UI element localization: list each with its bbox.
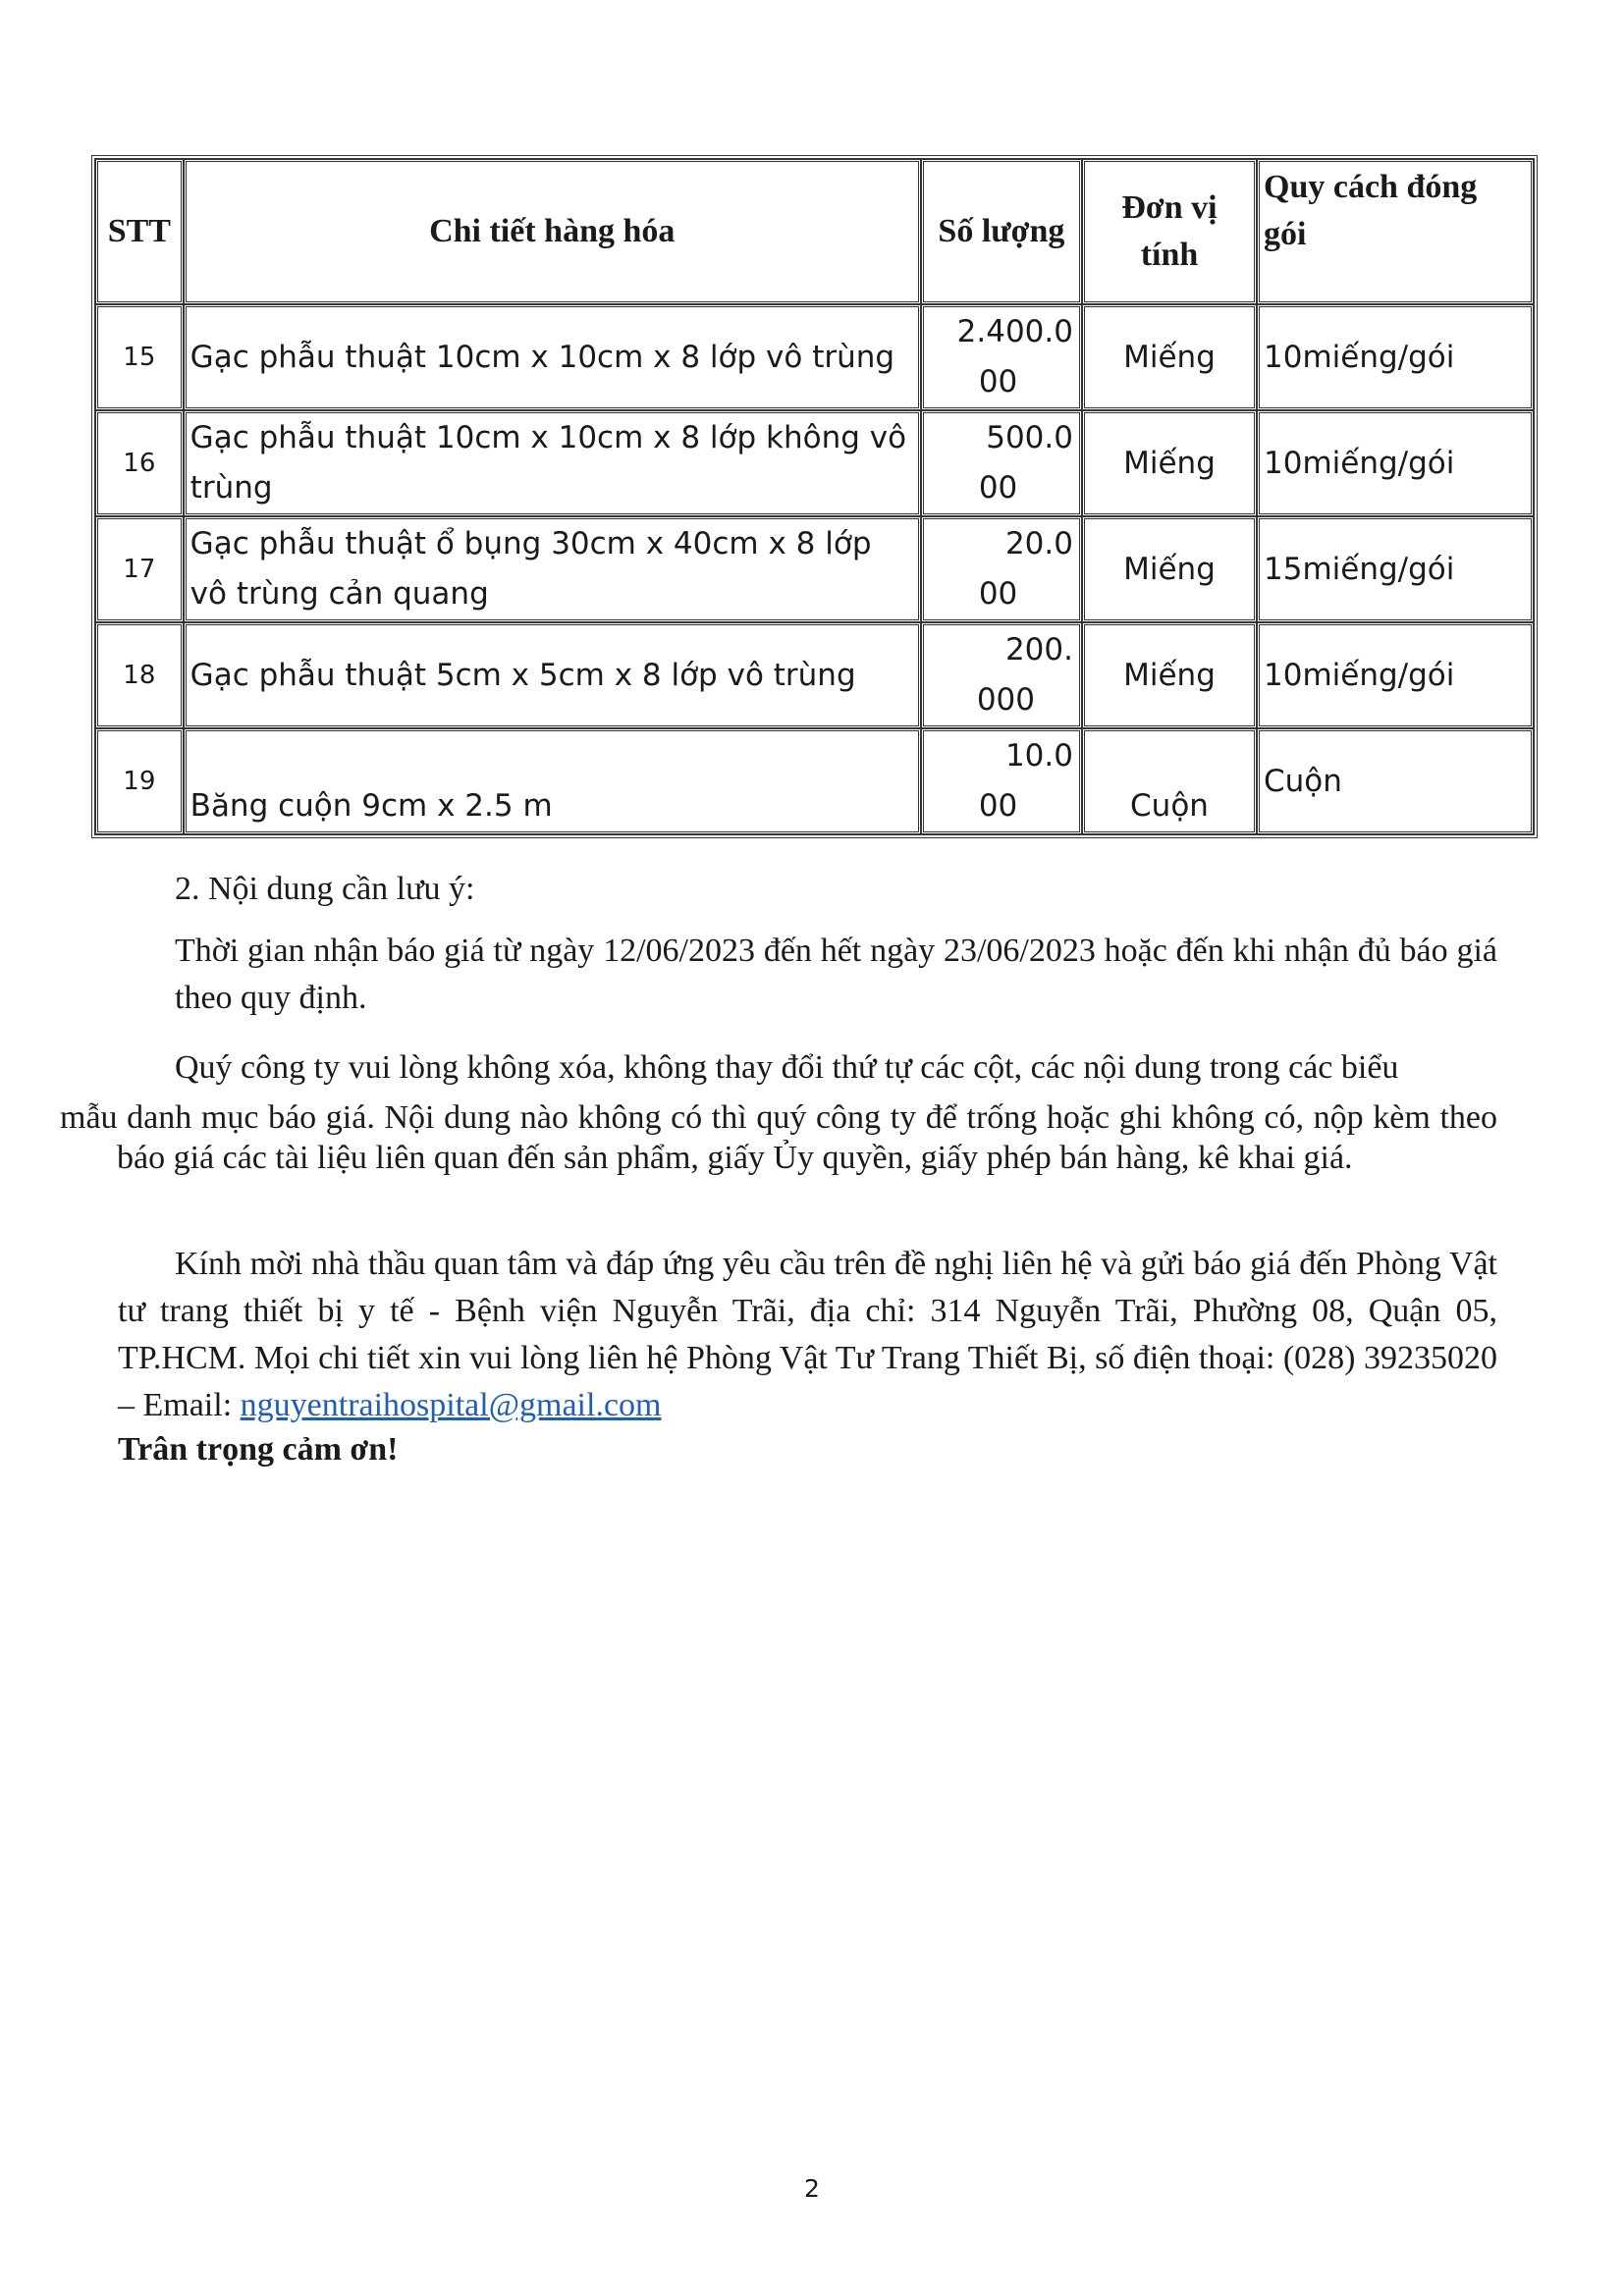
header-unit [1082, 159, 1257, 304]
row-packaging: Cuộn [1257, 728, 1534, 834]
invitation-text: Kính mời nhà thầu quan tâm và đáp ứng yêu cầu trên đề nghị liên hệ và gửi báo giá đến Phòng Vật tư trang thiết bị y tế - Bệnh viện Nguyễn Trãi, địa chỉ: 314 Nguyễn Trãi, Phường 08, Quận 05, TP.HCM. Mọi chi tiết xin vui lòng liên hệ Phòng Vật Tư Trang Thiết Bị, số điện thoại: (028) 39235020 – Email: [118, 1246, 1497, 1423]
table-header-row [95, 159, 1534, 304]
row-item-name: Gạc phẫu thuật ổ bụng 30cm x 40cm x 8 lớp vô trùng cản quang [184, 516, 921, 622]
row-quantity [921, 304, 1082, 410]
row-stt: 17 [95, 516, 184, 622]
row-quantity-line1: 10.0 [1004, 738, 1073, 774]
instructions-rest: mẫu danh mục báo giá. Nội dung nào không có thì quý công ty để trống hoặc ghi không có, nộp kèm theo báo giá các tài liệu liên quan đến sản phẩm, giấy Ủy quyền, giấy phép bán hàng, kê khai giá. [60, 1099, 1497, 1176]
header-pack-line1: Quy cách đóng [1264, 169, 1478, 205]
row-stt: 18 [95, 622, 184, 728]
row-quantity-line1: 200. [1004, 632, 1073, 667]
row-quantity [921, 728, 1082, 834]
row-quantity [921, 516, 1082, 622]
row-unit: Miếng [1082, 622, 1257, 728]
row-stt: 16 [95, 410, 184, 516]
header-stt: STT [95, 159, 184, 304]
notes-heading: 2. Nội dung cần lưu ý: [175, 871, 475, 907]
row-quantity-line2: 00 [978, 576, 1018, 612]
row-quantity-line2: 00 [978, 364, 1018, 400]
row-quantity-line2: 000 [976, 682, 1035, 718]
row-stt: 15 [95, 304, 184, 410]
header-quantity: Số lượng [921, 159, 1082, 304]
header-unit-line2: tính [1140, 237, 1199, 273]
email-link[interactable]: nguyentraihospital@gmail.com [240, 1387, 662, 1423]
quotation-table [91, 155, 1538, 838]
row-unit: Cuộn [1082, 728, 1257, 834]
row-packaging: 15miếng/gói [1257, 516, 1534, 622]
row-stt: 19 [95, 728, 184, 834]
closing-thanks: Trân trọng cảm ơn! [118, 1431, 399, 1468]
header-pack-line2: gói [1264, 216, 1307, 252]
instructions-first-line: Quý công ty vui lòng không xóa, không thay đổi thứ tự các cột, các nội dung trong các biểu [175, 1049, 1399, 1086]
row-quantity-line1: 500.0 [986, 420, 1073, 455]
row-unit: Miếng [1082, 410, 1257, 516]
deadline-paragraph: Thời gian nhận báo giá từ ngày 12/06/2023 đến hết ngày 23/06/2023 hoặc đến khi nhận đủ báo giá theo quy định. [175, 933, 1497, 1016]
row-quantity-line2: 00 [978, 470, 1018, 506]
table-row [95, 304, 1534, 410]
row-packaging: 10miếng/gói [1257, 410, 1534, 516]
row-quantity-line1: 2.400.0 [956, 314, 1073, 349]
header-item-detail: Chi tiết hàng hóa [184, 159, 921, 304]
row-unit: Miếng [1082, 516, 1257, 622]
row-quantity [921, 410, 1082, 516]
header-packaging [1257, 159, 1534, 304]
table-row [95, 410, 1534, 516]
row-quantity [921, 622, 1082, 728]
row-item-name: Gạc phẫu thuật 10cm x 10cm x 8 lớp không vô trùng [184, 410, 921, 516]
table-row [95, 728, 1534, 834]
row-packaging: 10miếng/gói [1257, 622, 1534, 728]
row-item-name: Băng cuộn 9cm x 2.5 m [184, 728, 921, 834]
row-packaging: 10miếng/gói [1257, 304, 1534, 410]
invitation-paragraph [118, 1241, 1497, 1429]
table-row [95, 516, 1534, 622]
row-quantity-line1: 20.0 [1004, 526, 1073, 561]
row-quantity-line2: 00 [978, 788, 1018, 824]
table-row [95, 622, 1534, 728]
row-item-name: Gạc phẫu thuật 5cm x 5cm x 8 lớp vô trùng [184, 622, 921, 728]
instructions-paragraph [60, 1039, 1497, 1178]
header-unit-line1: Đơn vị [1121, 189, 1218, 226]
page-number: 2 [804, 2174, 820, 2203]
row-item-name: Gạc phẫu thuật 10cm x 10cm x 8 lớp vô trùng [184, 304, 921, 410]
row-unit: Miếng [1082, 304, 1257, 410]
